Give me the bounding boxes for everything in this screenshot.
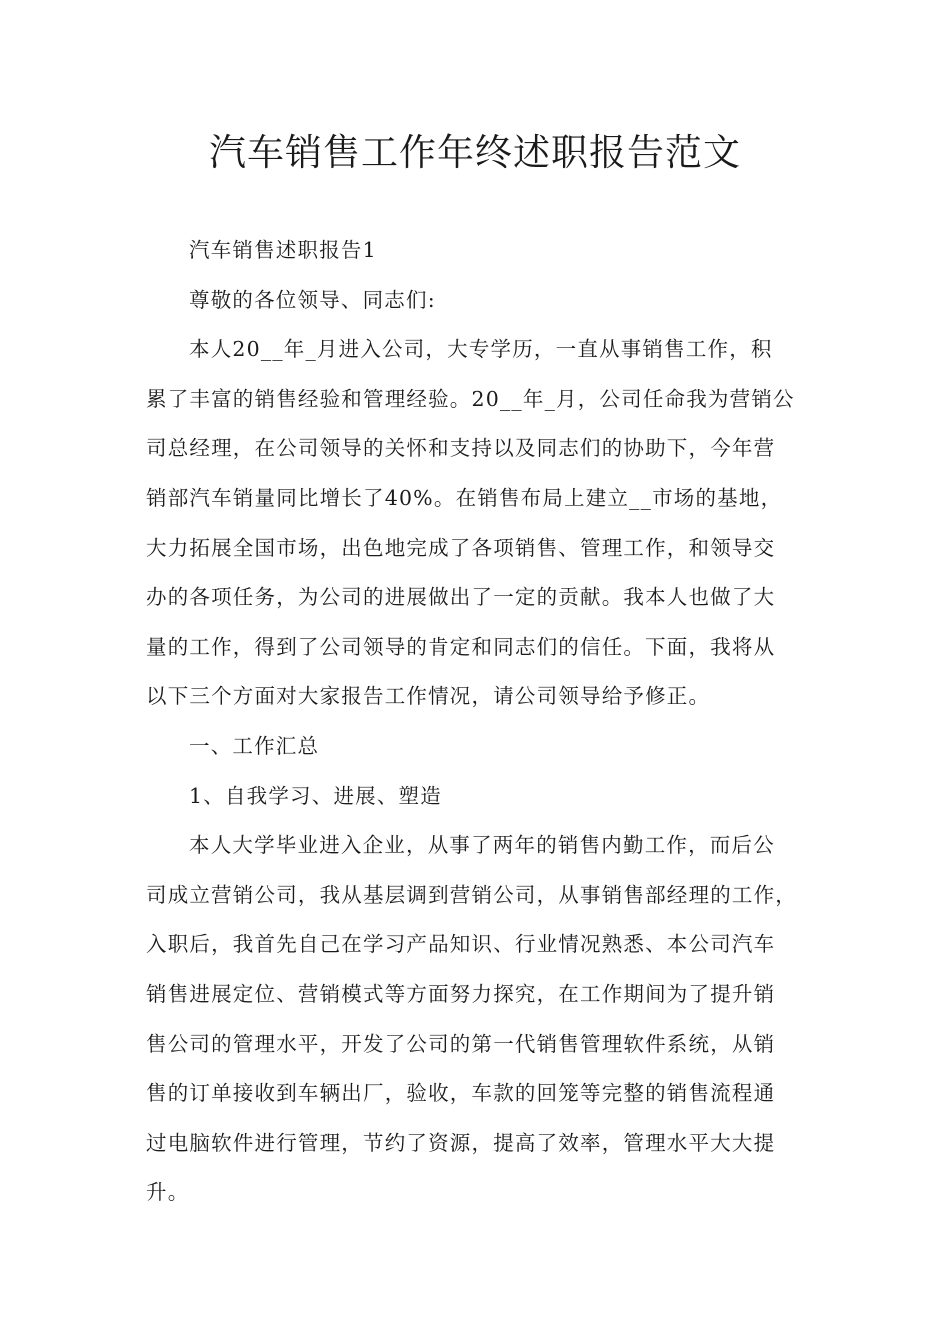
paragraph-line: 售的订单接收到车辆出厂，验收，车款的回笼等完整的销售流程通 — [146, 1081, 776, 1106]
paragraph-line: 累了丰富的销售经验和管理经验。20__年_月，公司任命我为营销公 — [146, 386, 795, 411]
paragraph-line: 销部汽车销量同比增长了40%。在销售布局上建立__市场的基地， — [146, 485, 783, 510]
paragraph-line: 入职后，我首先自己在学习产品知识、行业情况熟悉、本公司汽车 — [146, 932, 776, 957]
document-title: 汽车销售工作年终述职报告范文 — [209, 131, 741, 174]
subsection-heading-self-learning: 1、自我学习、进展、塑造 — [189, 783, 442, 808]
paragraph-line: 大力拓展全国市场，出色地完成了各项销售、管理工作，和领导交 — [146, 535, 776, 560]
paragraph-line: 办的各项任务，为公司的进展做出了一定的贡献。我本人也做了大 — [146, 585, 776, 610]
paragraph-line: 本人20__年_月进入公司，大专学历，一直从事销售工作，积 — [189, 337, 773, 362]
paragraph-line: 本人大学毕业进入企业，从事了两年的销售内勤工作，而后公 — [189, 833, 775, 858]
section-heading-work-summary: 一、工作汇总 — [189, 733, 320, 758]
section-heading-report: 汽车销售述职报告1 — [189, 238, 377, 262]
paragraph-line: 升。 — [146, 1180, 190, 1205]
paragraph-line: 以下三个方面对大家报告工作情况，请公司领导给予修正。 — [146, 684, 711, 709]
paragraph-line: 过电脑软件进行管理，节约了资源，提高了效率，管理水平大大提 — [146, 1130, 776, 1155]
paragraph-line: 司成立营销公司，我从基层调到营销公司，从事销售部经理的工作， — [146, 882, 797, 907]
paragraph-line: 司总经理，在公司领导的关怀和支持以及同志们的协助下，今年营 — [146, 436, 776, 461]
salutation: 尊敬的各位领导、同志们: — [189, 287, 436, 312]
paragraph-line: 销售进展定位、营销模式等方面努力探究，在工作期间为了提升销 — [146, 981, 776, 1006]
paragraph-line: 量的工作，得到了公司领导的肯定和同志们的信任。下面，我将从 — [146, 634, 776, 659]
document-body — [146, 226, 812, 1218]
paragraph-line: 售公司的管理水平，开发了公司的第一代销售管理软件系统，从销 — [146, 1031, 776, 1056]
